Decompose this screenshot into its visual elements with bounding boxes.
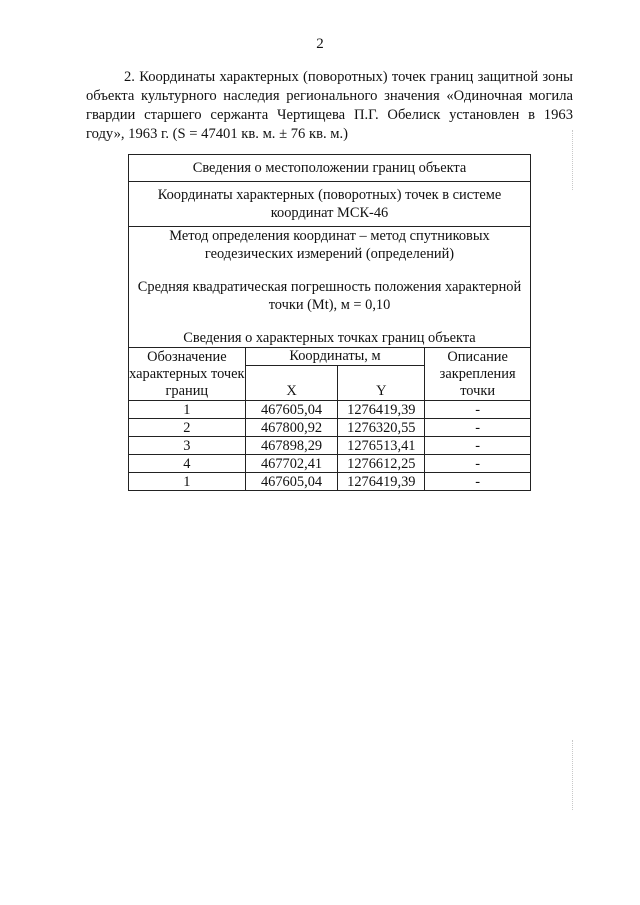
intro-paragraph: 2. Координаты характерных (поворотных) точек границ защитной зоны объекта культурного наследия регионального значения «Одиночная могила гвардии старшего сержанта Чертищева П.Г. Обелиск установлен в 1963 году», 1963 г. (S = 47401 кв. м. ± 76 кв. м.) [86,69,573,142]
description-cell: - [425,437,531,455]
y-cell: 1276320,55 [338,419,425,437]
point-cell: 4 [129,455,246,473]
table-row [129,473,531,491]
table-row [129,419,531,437]
point-cell: 1 [129,401,246,419]
col-header-description: Описание закрепления точки [425,348,531,401]
point-cell: 1 [129,473,246,491]
x-cell: 467605,04 [245,473,338,491]
page-number: 2 [316,36,324,52]
description-cell: - [425,419,531,437]
col-header-designation: Обозначение характерных точек границ [129,348,245,399]
table-row [129,401,531,419]
points-info-text: Сведения о характерных точках границ объекта [183,330,476,346]
point-cell: 3 [129,437,246,455]
table-row [129,455,531,473]
x-cell: 467898,29 [245,437,338,455]
coordinates-table [128,154,531,491]
point-cell: 2 [129,419,246,437]
description-cell: - [425,455,531,473]
scan-edge-mark [572,740,575,810]
description-cell: - [425,401,531,419]
table-row [129,437,531,455]
x-cell: 467800,92 [245,419,338,437]
method-info-cell [129,227,531,348]
y-cell: 1276419,39 [338,473,425,491]
accuracy-text: Средняя квадратическая погрешность положения характерной точки (Mt), м = 0,10 [137,279,522,313]
scan-edge-mark [572,130,575,190]
col-header-x: X [245,366,338,401]
description-cell: - [425,473,531,491]
y-cell: 1276513,41 [338,437,425,455]
y-cell: 1276612,25 [338,455,425,473]
x-cell: 467605,04 [245,401,338,419]
table-title: Сведения о местоположении границ объекта [129,155,531,182]
col-header-coordinates: Координаты, м [245,348,425,366]
coord-system-cell: Координаты характерных (поворотных) точек в системе координат МСК-46 [129,182,531,227]
x-cell: 467702,41 [245,455,338,473]
col-header-y: Y [338,366,425,401]
method-text: Метод определения координат – метод спутниковых геодезических измерений (определений) [169,228,490,262]
y-cell: 1276419,39 [338,401,425,419]
